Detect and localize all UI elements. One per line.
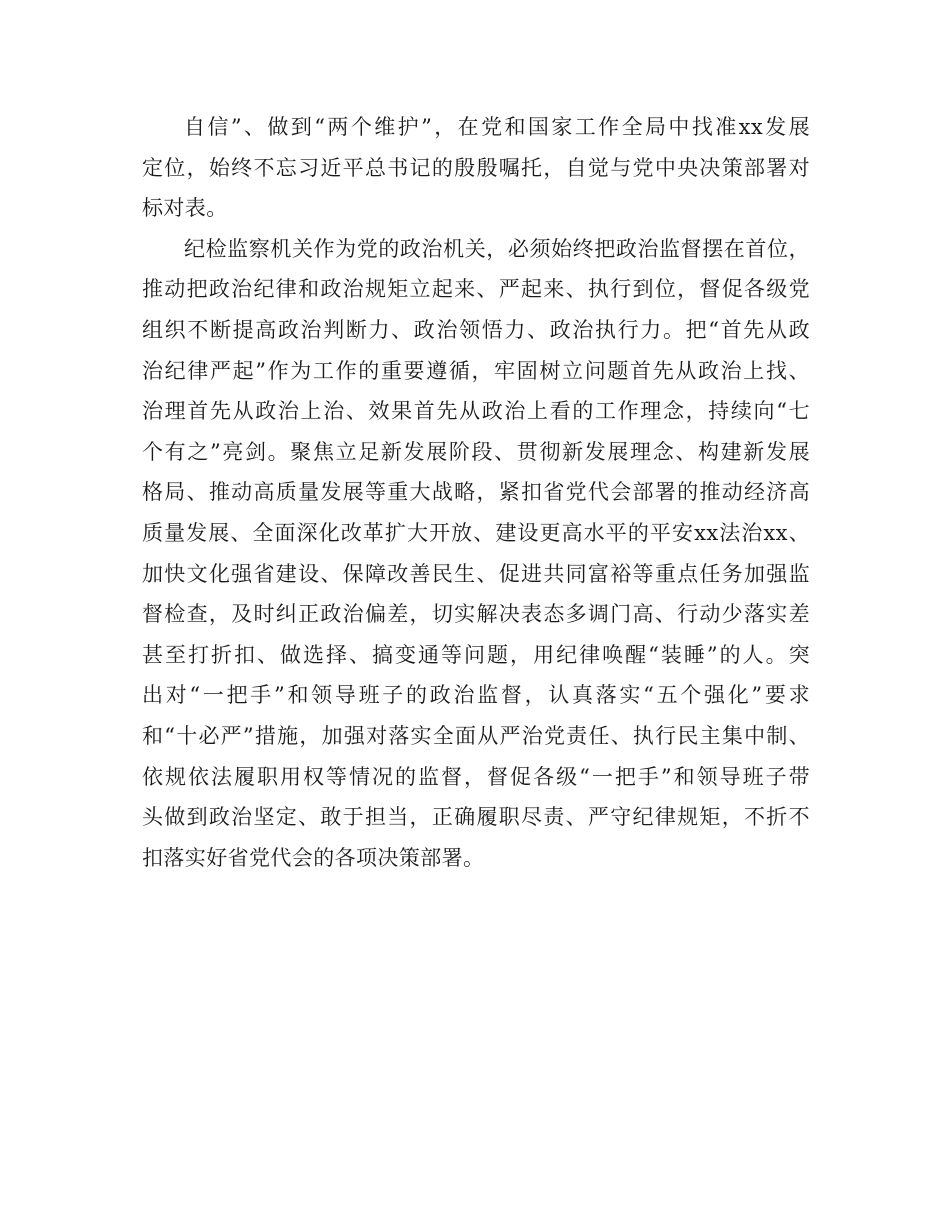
- text-line: 治理首先从政治上治、效果首先从政治上看的工作理念，持续向“七: [142, 399, 810, 424]
- text-line: 定位，始终不忘习近平总书记的殷殷嘱托，自觉与党中央决策部署对: [142, 155, 810, 180]
- paragraph-2: [142, 229, 810, 879]
- text-line: 推动把政治纪律和政治规矩立起来、严起来、执行到位，督促各级党: [142, 277, 810, 302]
- text-line: 质量发展、全面深化改革扩大开放、建设更高水平的平安xx法治xx、: [142, 520, 810, 545]
- text-line: 个有之”亮剑。聚焦立足新发展阶段、贯彻新发展理念、构建新发展: [142, 439, 810, 464]
- text-line: 治纪律严起”作为工作的重要遵循，牢固树立问题首先从政治上找、: [142, 358, 810, 383]
- text-line: 纪检监察机关作为党的政治机关，必须始终把政治监督摆在首位，: [184, 236, 810, 261]
- text-line: 加快文化强省建设、保障改善民生、促进共同富裕等重点任务加强监: [142, 561, 810, 586]
- text-line: 依规依法履职用权等情况的监督，督促各级“一把手”和领导班子带: [142, 764, 810, 789]
- paragraph-1: [142, 107, 810, 229]
- text-line: 格局、推动高质量发展等重大战略，紧扣省党代会部署的推动经济高: [142, 480, 810, 505]
- text-line: 和“十必严”措施，加强对落实全面从严治党责任、执行民主集中制、: [142, 723, 810, 748]
- document-body: [142, 107, 810, 878]
- text-line: 扣落实好省党代会的各项决策部署。: [142, 845, 485, 870]
- text-line: 督检查，及时纠正政治偏差，切实解决表态多调门高、行动少落实差: [142, 602, 810, 627]
- text-line: 组织不断提高政治判断力、政治领悟力、政治执行力。把“首先从政: [142, 317, 810, 342]
- text-line: 头做到政治坚定、敢于担当，正确履职尽责、严守纪律规矩，不折不: [142, 805, 810, 830]
- text-line: 自信”、做到“两个维护”，在党和国家工作全局中找准xx发展: [184, 115, 810, 139]
- text-line: 出对“一把手”和领导班子的政治监督，认真落实“五个强化”要求: [142, 683, 810, 708]
- text-line: 甚至打折扣、做选择、搞变通等问题，用纪律唤醒“装睡”的人。突: [142, 642, 810, 667]
- text-line: 标对表。: [142, 196, 228, 221]
